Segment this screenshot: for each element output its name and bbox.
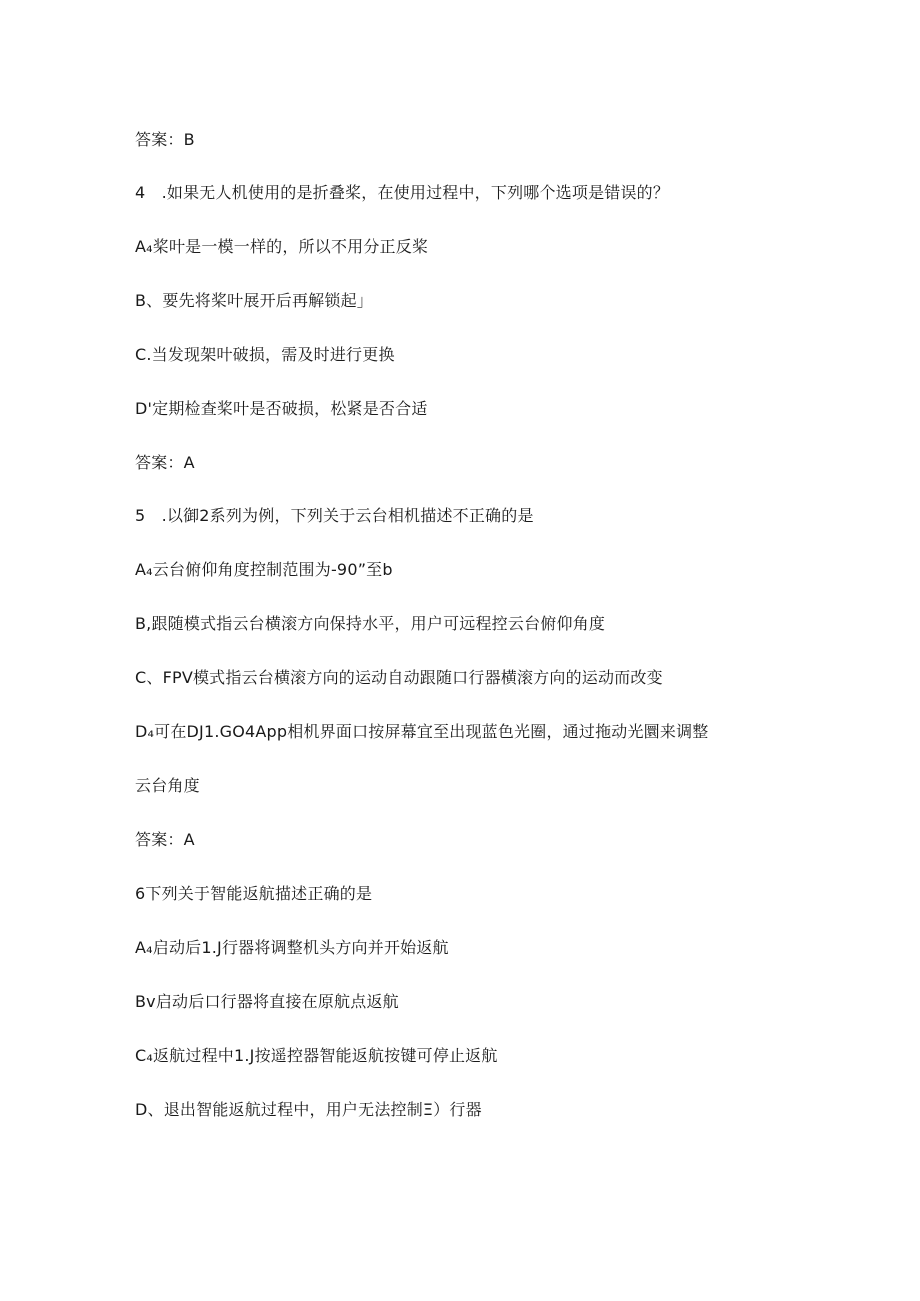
option-4c: C.当发现架叶破损，需及时进行更换 (135, 345, 395, 364)
question-6: 6下列关于智能返航描述正确的是 (135, 884, 373, 903)
option-4d: D'定期检查桨叶是否破损，松紧是否合适 (135, 399, 428, 418)
question-5: 5 .以御2系列为例，下列关于云台相机描述不正确的是 (135, 506, 534, 525)
answer-line-q5: 答案：A (135, 830, 195, 849)
option-4a: A₄桨叶是一模一样的，所以不用分正反桨 (135, 237, 429, 256)
option-5a: A₄云台俯仰角度控制范围为-90”至b (135, 560, 393, 579)
option-6b: Bv启动后口行器将直接在原航点返航 (135, 992, 399, 1011)
option-5c: C、FPV模式指云台横滚方向的运动自动跟随口行器横滚方向的运动而改变 (135, 668, 663, 687)
answer-line-q4: 答案：A (135, 453, 195, 472)
option-4b: B、要先将桨叶展开后再解锁起」 (135, 291, 373, 310)
option-5d-continued: 云台角度 (135, 776, 200, 795)
option-6d: D、退出智能返航过程中，用户无法控制Ξ）行器 (135, 1100, 482, 1119)
option-5b: B,跟随模式指云台横滚方向保持水平，用户可远程控云台俯仰角度 (135, 614, 606, 633)
option-6a: A₄启动后1.J行器将调整机头方向并开始返航 (135, 938, 449, 957)
question-4: 4 .如果无人机使用的是折叠桨，在使用过程中，下列哪个选项是错误的？ (135, 183, 670, 202)
option-5d: D₄可在DJ1.GO4App相机界面口按屏幕宜至出现蓝色光圈，通过拖动光圜来调整 (135, 722, 709, 741)
answer-line-q3: 答案：B (135, 130, 195, 149)
option-6c: C₄返航过程中1.J按遥控器智能返航按键可停止返航 (135, 1046, 498, 1065)
